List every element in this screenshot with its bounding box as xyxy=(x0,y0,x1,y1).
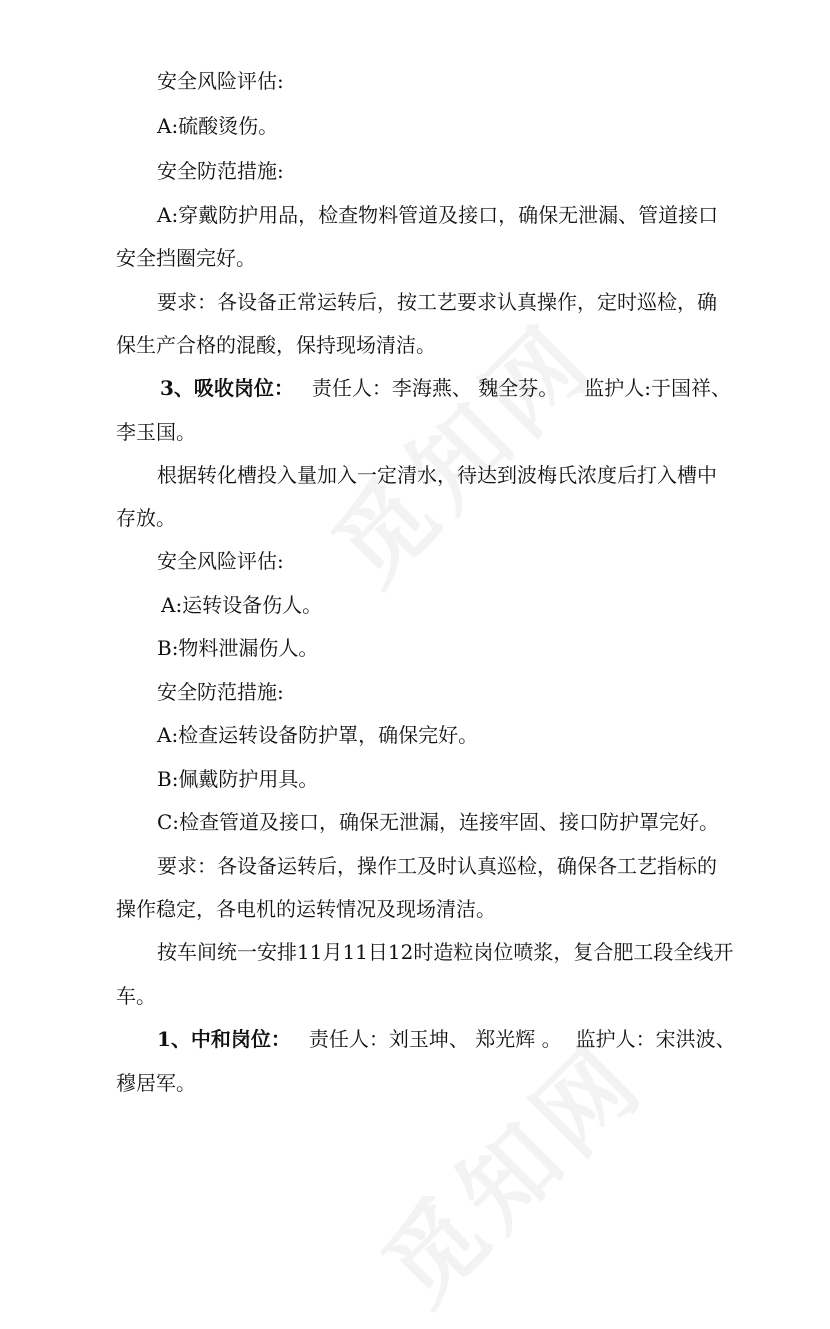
paragraph-line: 安全风险评估: xyxy=(157,549,284,573)
paragraph-line: 操作稳定，各电机的运转情况及现场清洁。 xyxy=(116,897,496,921)
paragraph-line: 按车间统一安排11月11日12时造粒岗位喷浆，复合肥工段全线开 xyxy=(157,940,734,964)
paragraph-line: 车。 xyxy=(116,984,156,1008)
paragraph-line: 存放。 xyxy=(116,506,176,530)
paragraph-line: 保生产合格的混酸，保持现场清洁。 xyxy=(116,333,436,357)
paragraph-line: 穆居军。 xyxy=(116,1071,196,1095)
paragraph-line: 根据转化槽投入量加入一定清水，待达到波梅氏浓度后打入槽中 xyxy=(157,463,717,487)
paragraph-line: A:运转设备伤人。 xyxy=(161,593,323,617)
paragraph-line: A:硫酸烫伤。 xyxy=(157,114,279,138)
paragraph-line: 安全防范措施: xyxy=(157,159,284,183)
paragraph-line: 安全挡圈完好。 xyxy=(116,246,256,270)
paragraph-line: B:物料泄漏伤人。 xyxy=(157,636,319,660)
watermark xyxy=(348,1008,670,1329)
responsible-persons: 责任人：刘玉坤、 郑光辉 。 xyxy=(308,1027,562,1051)
section-1-header xyxy=(157,1026,736,1052)
paragraph-line: A:检查运转设备防护罩，确保完好。 xyxy=(157,723,479,747)
paragraph-line: 要求：各设备正常运转后，按工艺要求认真操作，定时巡检，确 xyxy=(157,290,717,314)
section-heading: 1、中和岗位： xyxy=(157,1027,291,1051)
section-3-header xyxy=(160,375,731,401)
paragraph-line: 李玉国。 xyxy=(116,420,196,444)
paragraph-line: 安全防范措施: xyxy=(157,680,284,704)
guardian-persons: 监护人：宋洪波、 xyxy=(575,1027,736,1051)
responsible-persons: 责任人：李海燕、 魏全芬。 xyxy=(311,376,559,400)
paragraph-line: C:检查管道及接口，确保无泄漏，连接牢固、接口防护罩完好。 xyxy=(157,810,720,834)
section-heading: 3、吸收岗位： xyxy=(160,376,294,400)
guardian-persons: 监护人:于国祥、 xyxy=(584,376,732,400)
paragraph-line: 要求：各设备运转后，操作工及时认真巡检，确保各工艺指标的 xyxy=(157,854,717,878)
paragraph-line: 安全风险评估: xyxy=(157,69,284,93)
paragraph-line: B:佩戴防护用具。 xyxy=(157,767,319,791)
paragraph-line: A:穿戴防护用品，检查物料管道及接口，确保无泄漏、管道接口 xyxy=(157,203,719,227)
